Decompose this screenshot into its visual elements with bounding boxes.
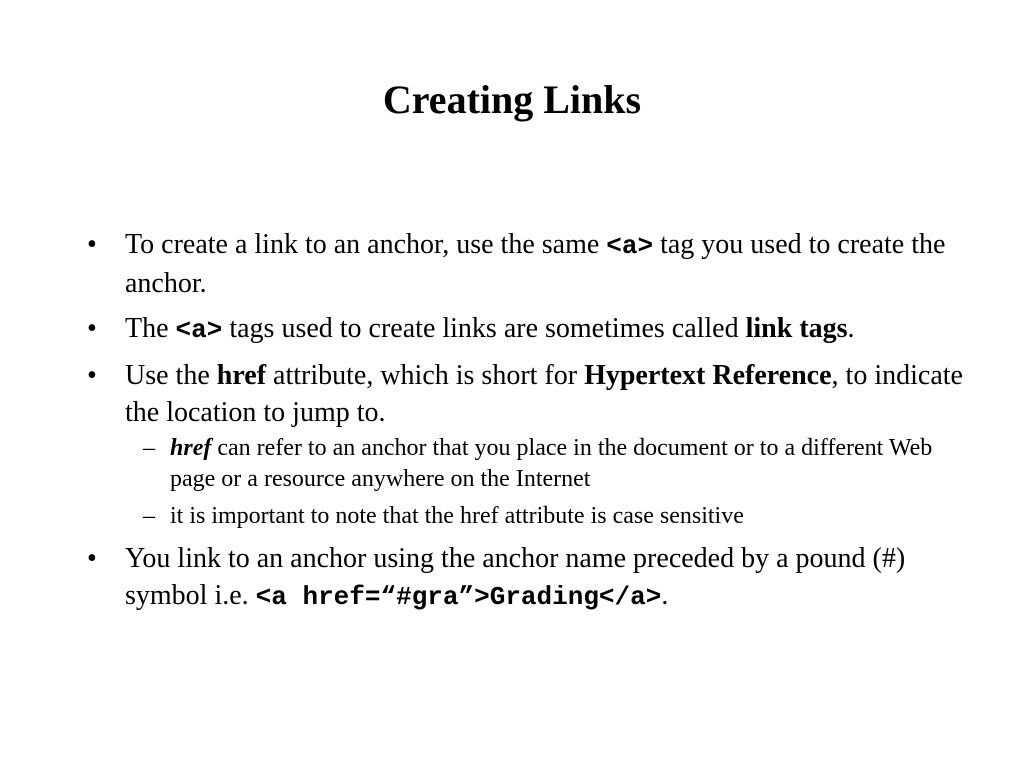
sub-bullet-marker: – xyxy=(143,435,155,461)
bullet-text: . xyxy=(661,580,669,611)
bullet-item xyxy=(87,226,967,302)
bullet-item xyxy=(87,357,967,532)
bullet-text: , to indicate the location to jump to. xyxy=(125,360,963,428)
bullet-text: You link to an anchor using the anchor name preceded by a pound (#) symbol i.e. xyxy=(125,543,906,611)
sub-bullet-text: it is important to note that the href attribute is case sensitive xyxy=(170,503,744,529)
sub-bullet-item xyxy=(125,433,967,495)
code-snippet: <a> xyxy=(175,315,223,345)
sub-bullet-item xyxy=(125,501,967,532)
bullet-marker: • xyxy=(87,229,97,260)
bullet-text: . xyxy=(847,313,855,344)
bullet-text: attribute, which is short for xyxy=(266,360,585,391)
sub-bullet-text: can refer to an anchor that you place in the document or to a different Web page or a resource anywhere on the Internet xyxy=(170,435,933,492)
bullet-marker: • xyxy=(87,360,97,391)
bullet-text: The xyxy=(125,313,176,344)
bullet-text: To create a link to an anchor, use the same xyxy=(125,229,607,260)
bullet-text: tags used to create links are sometimes called xyxy=(222,313,746,344)
bold-term: link tags xyxy=(745,313,848,344)
bullet-item xyxy=(87,540,967,616)
bold-term: href xyxy=(216,360,267,391)
bullet-item xyxy=(87,310,967,349)
bullet-text: tag you used to create the anchor. xyxy=(125,229,946,299)
sub-bullet-marker: – xyxy=(143,503,155,529)
slide-title: Creating Links xyxy=(382,77,642,122)
code-snippet: <a> xyxy=(606,231,654,261)
sub-bullet-list xyxy=(125,433,967,532)
bold-term: Hypertext Reference xyxy=(584,360,832,391)
bullet-marker: • xyxy=(87,543,97,574)
bullet-list xyxy=(87,226,967,624)
bold-italic-term: href xyxy=(170,435,212,461)
code-snippet: <a href=“#gra”>Grading</a> xyxy=(255,582,662,612)
bullet-marker: • xyxy=(87,313,97,344)
bullet-text: Use the xyxy=(125,360,217,391)
